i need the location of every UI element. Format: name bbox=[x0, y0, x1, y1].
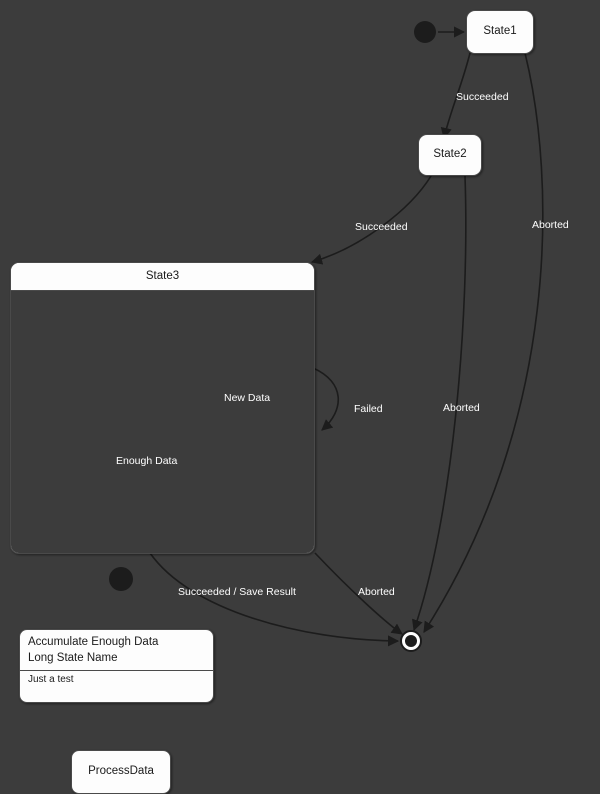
edge-label-state3-final-aborted: Aborted bbox=[358, 586, 395, 598]
state-processdata[interactable] bbox=[71, 750, 171, 794]
final-state-core bbox=[405, 635, 417, 647]
state-accumulate-description: Just a test bbox=[28, 674, 74, 686]
edge-label-state1-state2: Succeeded bbox=[456, 91, 509, 103]
edge-label-state1-final: Aborted bbox=[532, 219, 569, 231]
edge-state2-to-state3 bbox=[312, 176, 431, 262]
edge-label-state2-final: Aborted bbox=[443, 402, 480, 414]
state-state2[interactable] bbox=[418, 134, 482, 176]
state-state2-label: State2 bbox=[433, 148, 467, 161]
edge-accumulate-failed bbox=[313, 368, 338, 430]
edge-label-succeeded-save-result: Succeeded / Save Result bbox=[178, 586, 296, 598]
state-accumulate-label-line2: Long State Name bbox=[28, 651, 118, 664]
state-state1-label: State1 bbox=[483, 25, 517, 38]
state-state3-label: State3 bbox=[11, 263, 314, 291]
state-accumulate-enough-data[interactable] bbox=[19, 629, 214, 703]
state-state1[interactable] bbox=[466, 10, 534, 54]
edge-label-failed: Failed bbox=[354, 403, 383, 415]
state-accumulate-label-line1: Accumulate Enough Data bbox=[28, 636, 159, 648]
edge-label-state2-state3: Succeeded bbox=[355, 221, 408, 233]
initial-state-outer bbox=[414, 21, 436, 43]
edge-label-enough-data: Enough Data bbox=[116, 455, 178, 467]
initial-state-inner bbox=[109, 567, 133, 591]
edge-label-new-data: New Data bbox=[224, 392, 271, 404]
state-processdata-label: ProcessData bbox=[88, 765, 154, 778]
